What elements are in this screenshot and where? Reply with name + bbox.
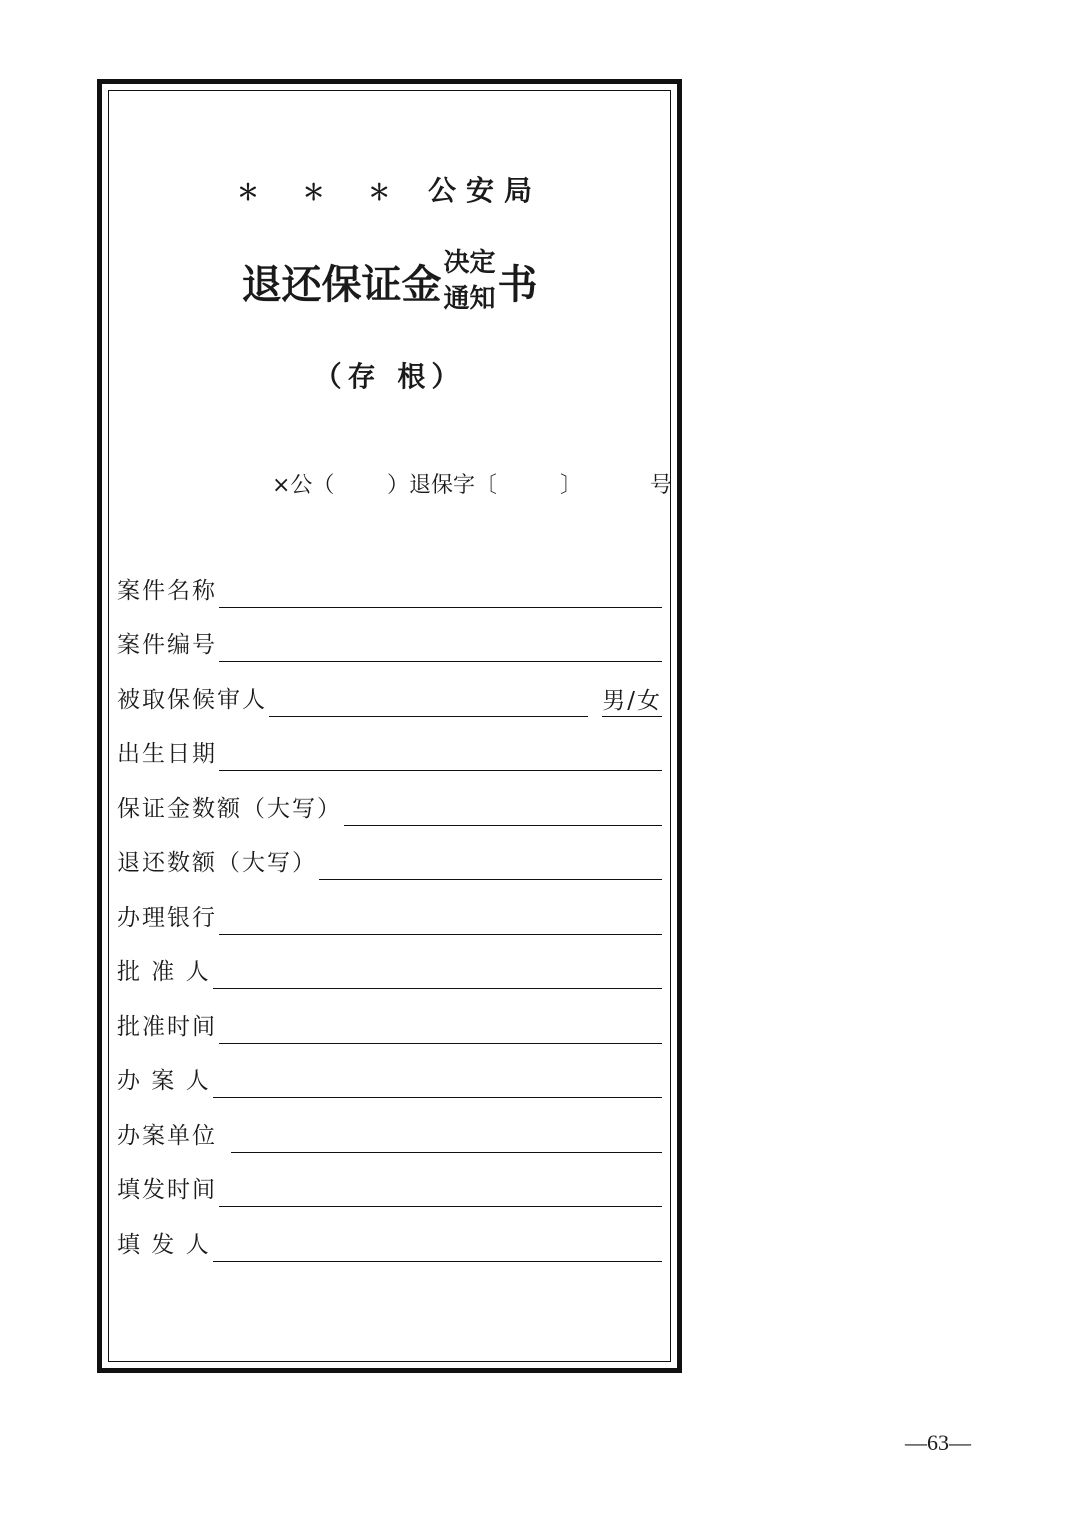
field-label: 办理银行 xyxy=(117,905,217,931)
doc-number-middle: ）退保字〔 xyxy=(387,473,498,498)
field-label: 办 案 人 xyxy=(117,1068,211,1094)
field-label: 批准时间 xyxy=(117,1014,217,1040)
field-label: 填发时间 xyxy=(117,1177,217,1203)
field-blank-line[interactable] xyxy=(213,987,662,989)
field-label: 填 发 人 xyxy=(117,1232,211,1258)
field-label: 案件名称 xyxy=(117,578,217,604)
field-blank-line[interactable] xyxy=(219,606,662,608)
field-blank-line[interactable] xyxy=(219,1042,662,1044)
doc-number-prefix: ×公（ xyxy=(272,473,335,498)
field-blank-line[interactable] xyxy=(219,1205,662,1207)
title-tail: 书 xyxy=(497,260,538,308)
field-refund-amount[interactable] xyxy=(117,840,662,880)
field-blank-line[interactable] xyxy=(219,660,662,662)
field-birth-date[interactable] xyxy=(117,731,662,771)
field-label: 被取保候审人 xyxy=(117,687,267,713)
title-option-decision: 决定 xyxy=(443,248,496,278)
field-label: 办案单位 xyxy=(117,1123,217,1149)
field-approver[interactable] xyxy=(117,949,662,989)
field-label: 保证金数额（大写） xyxy=(117,796,342,822)
title-option-notice: 通知 xyxy=(443,284,496,314)
form-inner-border xyxy=(108,90,671,1362)
page-number: —63— xyxy=(905,1430,971,1455)
field-person-on-bail[interactable] xyxy=(117,677,662,717)
agency-name: 公安局 xyxy=(428,174,543,207)
agency-heading xyxy=(109,169,670,209)
field-approval-time[interactable] xyxy=(117,1004,662,1044)
field-issue-time[interactable] xyxy=(117,1167,662,1207)
field-blank-line[interactable] xyxy=(269,715,588,717)
field-handling-unit[interactable] xyxy=(117,1113,662,1153)
field-case-name[interactable] xyxy=(117,568,662,608)
field-blank-line[interactable] xyxy=(213,1260,662,1262)
title-option-stack xyxy=(443,245,495,317)
field-handling-bank[interactable] xyxy=(117,895,662,935)
stub-label: （存 根） xyxy=(313,360,466,393)
field-blank-line[interactable] xyxy=(231,1151,662,1153)
field-blank-line[interactable] xyxy=(213,1096,662,1098)
gender-choice[interactable]: 男/女 xyxy=(602,686,662,717)
field-issuer[interactable] xyxy=(117,1222,662,1262)
field-case-number[interactable] xyxy=(117,622,662,662)
field-blank-line[interactable] xyxy=(219,933,662,935)
title-main: 退还保证金 xyxy=(241,260,442,308)
agency-prefix: ＊ ＊ ＊ xyxy=(236,180,409,206)
form-title xyxy=(109,241,670,321)
field-case-officer[interactable] xyxy=(117,1058,662,1098)
field-label: 退还数额（大写） xyxy=(117,850,317,876)
field-deposit-amount[interactable] xyxy=(117,786,662,826)
field-blank-line[interactable] xyxy=(319,878,662,880)
form-outer-border xyxy=(97,79,682,1373)
doc-number-bracket-close: 〕 xyxy=(560,473,583,498)
doc-number-suffix: 号 xyxy=(650,473,673,498)
field-blank-line[interactable] xyxy=(344,824,662,826)
field-blank-line[interactable] xyxy=(219,769,662,771)
field-label: 批 准 人 xyxy=(117,959,211,985)
field-label: 案件编号 xyxy=(117,632,217,658)
field-label: 出生日期 xyxy=(117,741,217,767)
